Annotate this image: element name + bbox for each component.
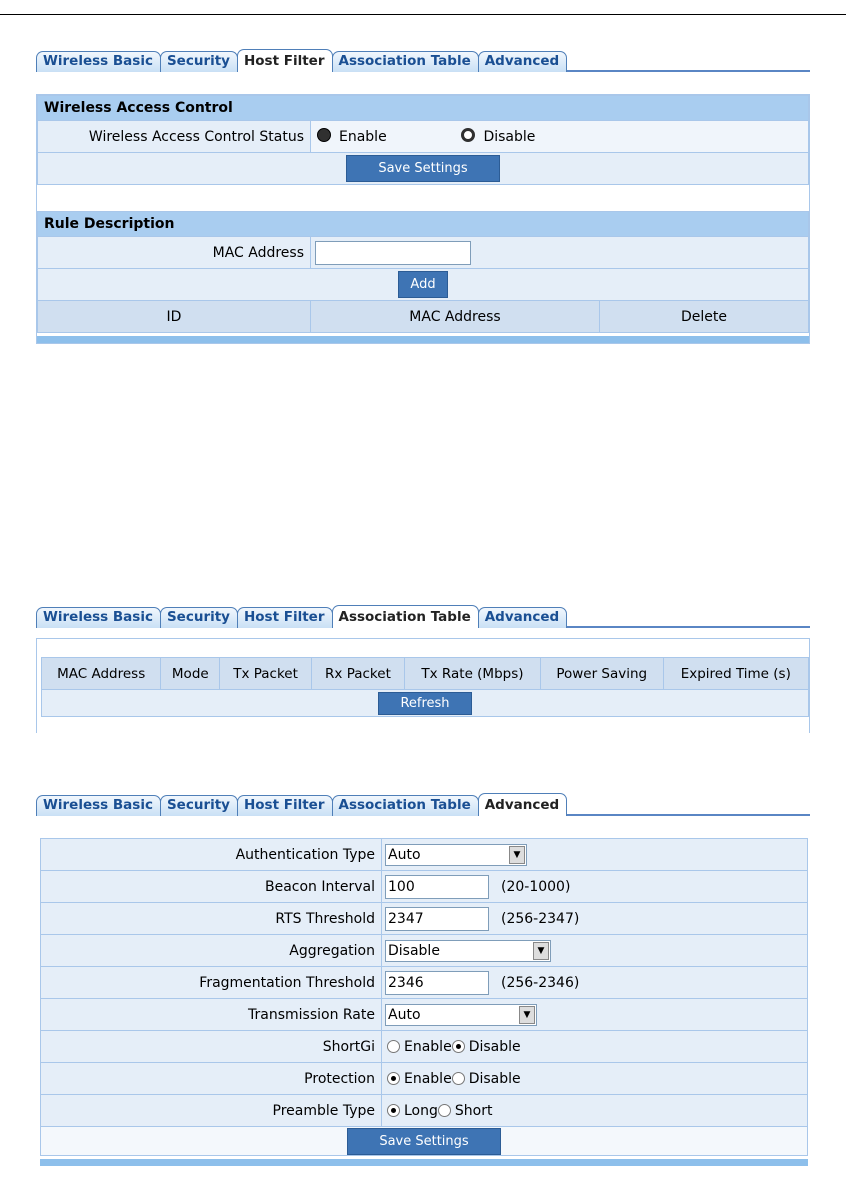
preamble-type-label: Preamble Type xyxy=(41,1095,382,1127)
column-header-delete: Delete xyxy=(600,301,809,333)
rts-threshold-label: RTS Threshold xyxy=(41,903,382,935)
enable-label: Enable xyxy=(339,129,387,145)
association-panel xyxy=(36,638,810,733)
column-header-rx-packet: Rx Packet xyxy=(311,658,404,690)
save-settings-button[interactable]: Save Settings xyxy=(347,1128,501,1155)
refresh-row xyxy=(42,690,809,717)
shortgi-disable-label: Disable xyxy=(468,1038,521,1055)
tab-advanced[interactable]: Advanced xyxy=(478,51,567,72)
advanced-panel xyxy=(40,828,808,1166)
column-header-expired-time: Expired Time (s) xyxy=(663,658,808,690)
panel-bottom-bar xyxy=(40,1159,808,1166)
column-header-tx-packet: Tx Packet xyxy=(220,658,312,690)
tab-host-filter[interactable]: Host Filter xyxy=(237,607,333,628)
tab-bar-advanced xyxy=(36,790,810,816)
preamble-short-label: Short xyxy=(454,1102,493,1119)
aggregation-cell xyxy=(382,935,808,967)
page-top-rule xyxy=(0,14,846,15)
aggregation-value: Disable xyxy=(388,942,440,959)
fragmentation-threshold-hint: (256-2346) xyxy=(501,974,580,991)
transmission-rate-select[interactable] xyxy=(385,1004,537,1026)
mac-address-label: MAC Address xyxy=(38,237,311,269)
shortgi-enable-radio[interactable] xyxy=(387,1039,452,1055)
chevron-down-icon: ▼ xyxy=(533,942,549,960)
radio-selected-icon xyxy=(317,128,331,142)
advanced-save-row xyxy=(41,1127,808,1156)
radio-unselected-icon xyxy=(452,1072,465,1085)
protection-options xyxy=(382,1063,808,1095)
radio-selected-icon xyxy=(452,1040,465,1053)
save-settings-button[interactable]: Save Settings xyxy=(346,155,500,182)
radio-unselected-icon xyxy=(387,1040,400,1053)
save-row xyxy=(38,153,809,185)
auth-type-cell xyxy=(382,839,808,871)
tab-wireless-basic[interactable]: Wireless Basic xyxy=(36,795,161,816)
add-row xyxy=(38,269,809,301)
shortgi-label: ShortGi xyxy=(41,1031,382,1063)
spacer-row xyxy=(38,185,809,212)
column-header-tx-rate: Tx Rate (Mbps) xyxy=(405,658,541,690)
shortgi-enable-label: Enable xyxy=(404,1038,452,1055)
tab-wireless-basic[interactable]: Wireless Basic xyxy=(36,607,161,628)
section-title-rule-description: Rule Description xyxy=(38,212,809,237)
tab-bar-association xyxy=(36,602,810,628)
beacon-interval-hint: (20-1000) xyxy=(501,878,571,895)
beacon-interval-label: Beacon Interval xyxy=(41,871,382,903)
rts-threshold-input[interactable]: 2347 xyxy=(385,907,489,931)
protection-enable-radio[interactable] xyxy=(387,1071,452,1087)
tab-advanced[interactable]: Advanced xyxy=(478,793,567,816)
shortgi-disable-radio[interactable] xyxy=(452,1039,521,1055)
tab-security[interactable]: Security xyxy=(160,607,238,628)
protection-enable-label: Enable xyxy=(404,1070,452,1087)
transmission-rate-value: Auto xyxy=(388,1006,421,1023)
beacon-interval-input[interactable]: 100 xyxy=(385,875,489,899)
rts-threshold-cell xyxy=(382,903,808,935)
chevron-down-icon: ▼ xyxy=(509,846,525,864)
protection-disable-radio[interactable] xyxy=(452,1071,521,1087)
beacon-interval-cell xyxy=(382,871,808,903)
preamble-long-radio[interactable] xyxy=(387,1103,438,1119)
chevron-down-icon: ▼ xyxy=(519,1006,535,1024)
transmission-rate-cell xyxy=(382,999,808,1031)
radio-selected-icon xyxy=(387,1072,400,1085)
column-header-power-saving: Power Saving xyxy=(540,658,663,690)
rts-threshold-hint: (256-2347) xyxy=(501,910,580,927)
add-button[interactable]: Add xyxy=(398,271,448,298)
tab-security[interactable]: Security xyxy=(160,795,238,816)
tab-security[interactable]: Security xyxy=(160,51,238,72)
preamble-short-radio[interactable] xyxy=(438,1103,493,1119)
column-header-mode: Mode xyxy=(161,658,220,690)
tab-association-table[interactable]: Association Table xyxy=(332,605,479,628)
section-title-access-control: Wireless Access Control xyxy=(38,96,809,121)
aggregation-label: Aggregation xyxy=(41,935,382,967)
preamble-type-options xyxy=(382,1095,808,1127)
tab-host-filter[interactable]: Host Filter xyxy=(237,795,333,816)
tab-host-filter[interactable]: Host Filter xyxy=(237,49,333,72)
host-filter-panel xyxy=(36,94,810,344)
column-header-mac: MAC Address xyxy=(311,301,600,333)
auth-type-label: Authentication Type xyxy=(41,839,382,871)
tab-wireless-basic[interactable]: Wireless Basic xyxy=(36,51,161,72)
refresh-button[interactable]: Refresh xyxy=(378,692,472,715)
fragmentation-threshold-label: Fragmentation Threshold xyxy=(41,967,382,999)
protection-disable-label: Disable xyxy=(468,1070,521,1087)
enable-radio[interactable] xyxy=(317,128,457,145)
aggregation-select[interactable] xyxy=(385,940,551,962)
fragmentation-threshold-input[interactable]: 2346 xyxy=(385,971,489,995)
transmission-rate-label: Transmission Rate xyxy=(41,999,382,1031)
auth-type-value: Auto xyxy=(388,846,421,863)
shortgi-options xyxy=(382,1031,808,1063)
tab-advanced[interactable]: Advanced xyxy=(478,607,567,628)
access-control-status-options xyxy=(311,121,809,153)
panel-bottom-bar xyxy=(37,336,809,343)
mac-input-cell xyxy=(311,237,809,269)
radio-unselected-icon xyxy=(438,1104,451,1117)
tab-association-table[interactable]: Association Table xyxy=(332,795,479,816)
protection-label: Protection xyxy=(41,1063,382,1095)
access-control-status-label: Wireless Access Control Status xyxy=(38,121,311,153)
auth-type-select[interactable] xyxy=(385,844,527,866)
mac-address-input[interactable] xyxy=(315,241,471,265)
tab-association-table[interactable]: Association Table xyxy=(332,51,479,72)
radio-selected-icon xyxy=(387,1104,400,1117)
preamble-long-label: Long xyxy=(404,1102,438,1119)
fragmentation-threshold-cell xyxy=(382,967,808,999)
radio-ring-icon xyxy=(461,128,475,142)
disable-radio[interactable] xyxy=(461,129,535,145)
tab-bar-host-filter xyxy=(36,46,810,72)
disable-label: Disable xyxy=(483,129,536,145)
column-header-mac-address: MAC Address xyxy=(42,658,161,690)
column-header-id: ID xyxy=(38,301,311,333)
